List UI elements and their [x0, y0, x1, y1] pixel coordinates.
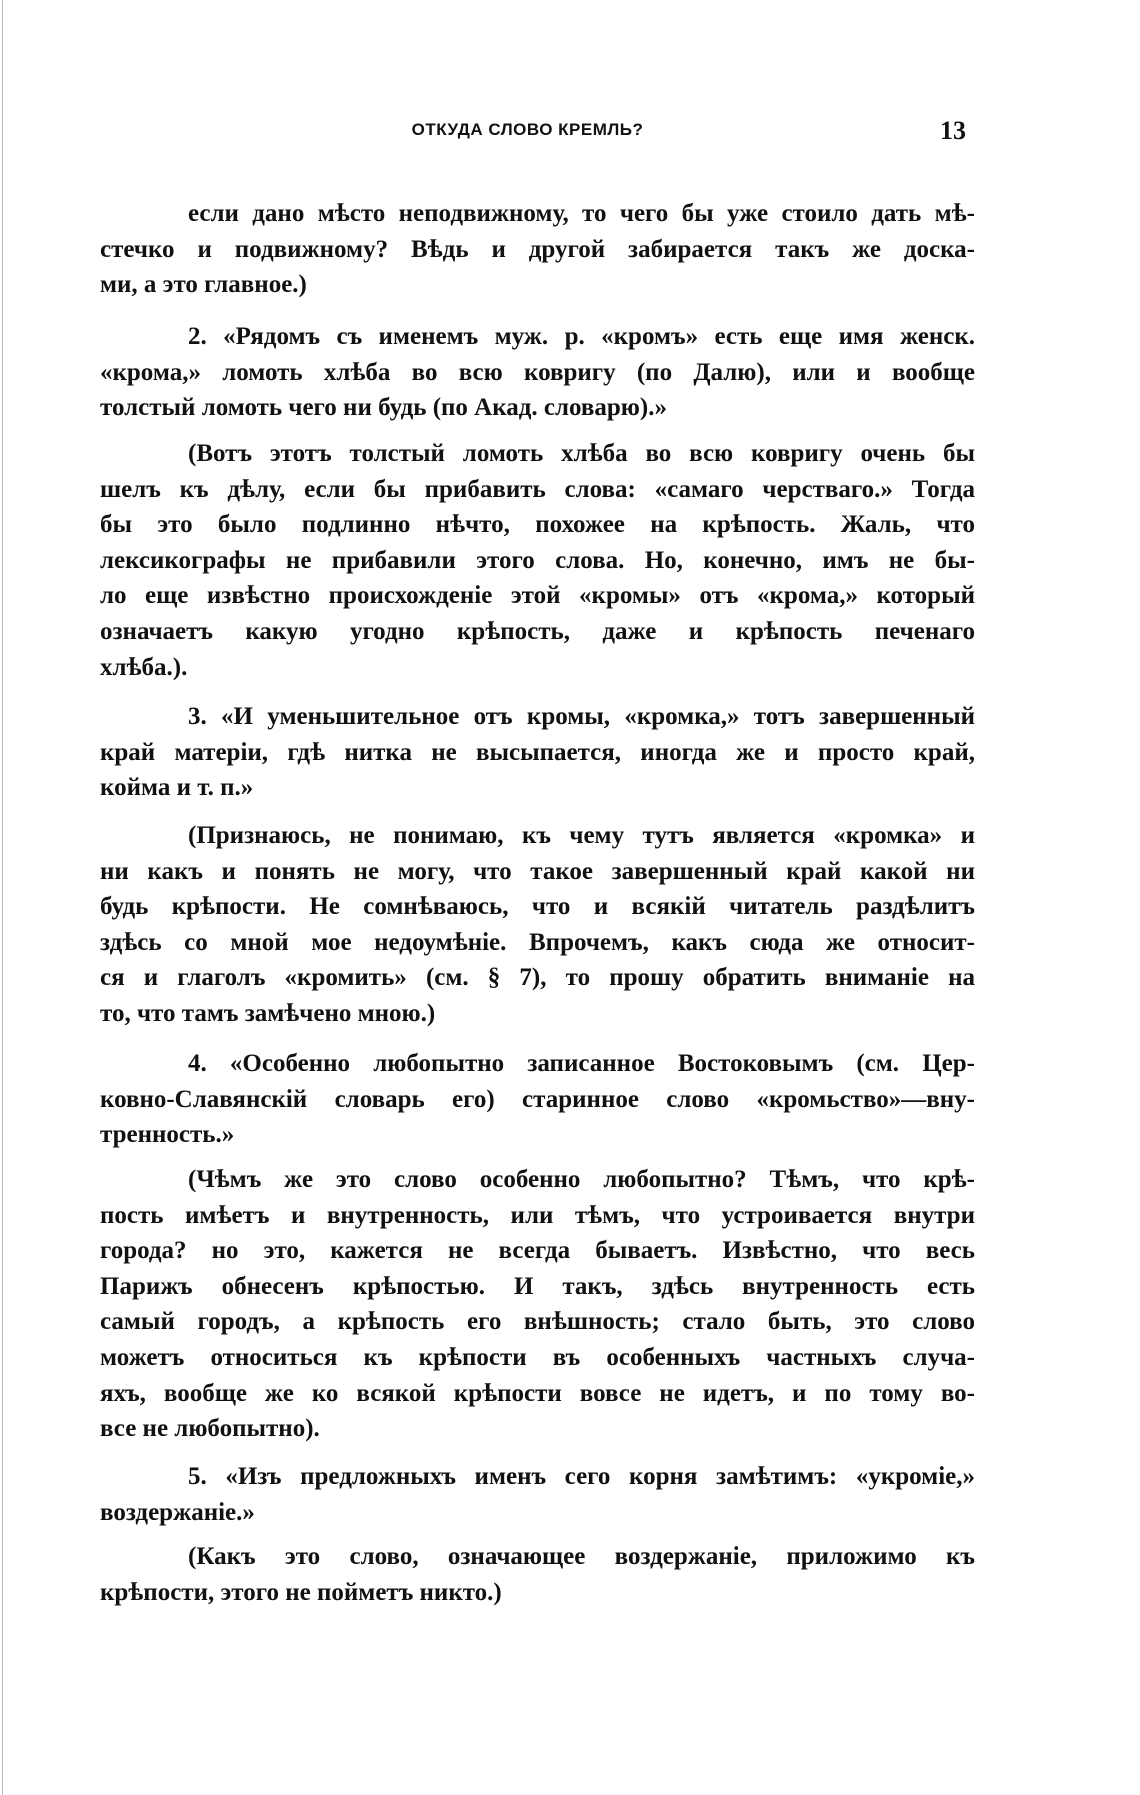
text-line: «крома,» ломоть хлѣба во всю ковригу (по Далю), или и вообще — [100, 358, 975, 386]
text-line: (Признаюсь, не понимаю, къ чему тутъ является «кромка» и — [188, 822, 975, 849]
text-line: хлѣба.). — [100, 653, 188, 681]
text-line: 5. «Изъ предложныхъ именъ сего корня замѣтимъ: «укроміе,» — [188, 1463, 975, 1490]
text-line: (Вотъ этотъ толстый ломоть хлѣба во всю ковригу очень бы — [188, 440, 975, 467]
text-line: край матеріи, гдѣ нитка не высыпается, иногда же и просто край, — [100, 738, 975, 766]
text-line: стечко и подвижному? Вѣдь и другой забирается такъ же доска- — [100, 235, 975, 263]
text-line: лексикографы не прибавили этого слова. Но, конечно, имъ не бы- — [100, 546, 975, 574]
text-line: ни какъ и понять не могу, что такое завершенный край какой ни — [100, 857, 975, 885]
text-line: 2. «Рядомъ съ именемъ муж. р. «кромъ» есть еще имя женск. — [188, 323, 975, 350]
text-line: воздержаніе.» — [100, 1498, 255, 1526]
text-line: можетъ относиться къ крѣпости въ особенныхъ частныхъ случа- — [100, 1344, 975, 1371]
running-title: ОТКУДА СЛОВО КРЕМЛЬ? — [411, 120, 644, 139]
text-line: толстый ломоть чего ни будь (по Акад. словарю).» — [100, 394, 667, 422]
text-line: здѣсь со мной мое недоумѣніе. Впрочемъ, какъ сюда же относит- — [100, 928, 975, 956]
text-line: яхъ, вообще же ко всякой крѣпости вовсе не идетъ, и по тому во- — [100, 1379, 975, 1407]
text-line: тренность.» — [100, 1121, 235, 1149]
text-line: города? но это, кажется не всегда бываетъ. Извѣстно, что весь — [100, 1237, 975, 1265]
text-line: (Чѣмъ же это слово особенно любопытно? Тѣмъ, что крѣ- — [188, 1166, 975, 1193]
text-line: Парижъ обнесенъ крѣпостью. И такъ, здѣсь внутренность есть — [100, 1272, 975, 1300]
text-line: койма и т. п.» — [100, 774, 254, 802]
page-edge — [2, 0, 3, 1795]
text-line: 4. «Особенно любопытно записанное Востоковымъ (см. Цер- — [188, 1050, 975, 1077]
text-line: бы это было подлинно нѣчто, похожее на крѣпость. Жаль, что — [100, 511, 975, 539]
text-line: пость имѣетъ и внутренность, или тѣмъ, что устроивается внутри — [100, 1201, 975, 1229]
text-line: крѣпости, этого не пойметъ никто.) — [100, 1578, 502, 1606]
text-line: ся и глаголъ «кромить» (см. § 7), то прошу обратить вниманіе на — [100, 964, 975, 992]
page-number: 13 — [940, 116, 966, 145]
text-line: 3. «И уменьшительное отъ кромы, «кромка,» тотъ завершенный — [188, 703, 975, 730]
text-line: шелъ къ дѣлу, если бы прибавить слова: «самаго черстваго.» Тогда — [100, 475, 975, 503]
text-line: ло еще извѣстно происхожденіе этой «кромы» отъ «крома,» который — [100, 582, 975, 610]
text-line: будь крѣпости. Не сомнѣваюсь, что и всякій читатель раздѣлитъ — [100, 893, 975, 921]
text-line: ковно-Славянскій словарь его) старинное слово «кромьство»—вну- — [100, 1085, 975, 1113]
text-line: означаетъ какую угодно крѣпость, даже и крѣпость печенаго — [100, 618, 975, 645]
text-line: то, что тамъ замѣчено мною.) — [100, 1000, 436, 1027]
text-line: если дано мѣсто неподвижному, то чего бы уже стоило дать мѣ- — [188, 200, 975, 227]
text-line: ми, а это главное.) — [100, 271, 307, 299]
text-line: все не любопытно). — [100, 1415, 320, 1443]
text-line: (Какъ это слово, означающее воздержаніе, приложимо къ — [188, 1543, 975, 1570]
text-line: самый городъ, а крѣпость его внѣшность; стало быть, это слово — [100, 1308, 975, 1336]
